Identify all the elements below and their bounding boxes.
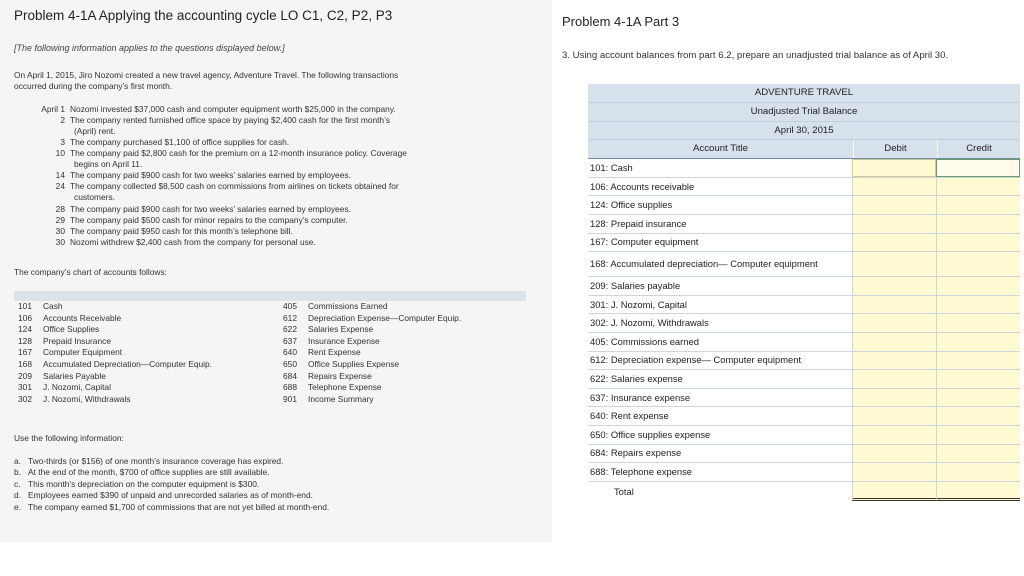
transaction-text: The company paid $950 cash for this month’s telephone bill.	[70, 226, 293, 236]
trial-balance-row	[588, 234, 1020, 253]
transaction-date: 2	[60, 115, 65, 125]
credit-input[interactable]	[936, 314, 1020, 332]
credit-input[interactable]	[936, 178, 1020, 196]
account-name: Computer Equipment	[43, 347, 123, 358]
transaction-text: The company collected $8,500 cash on commissions from airlines on tickets obtained for	[70, 181, 399, 191]
trial-balance-row	[588, 178, 1020, 197]
part-instruction: 3. Using account balances from part 6.2, prepare an unadjusted trial balance as of April 30.	[562, 50, 949, 61]
transaction-date: 28	[55, 204, 65, 214]
account-number: 106	[18, 312, 32, 323]
debit-input[interactable]	[852, 215, 936, 233]
account-title: 612: Depreciation expense— Computer equipment	[590, 354, 802, 366]
account-name: Accumulated Depreciation—Computer Equip.	[43, 359, 212, 369]
transaction-date: 29	[55, 215, 65, 225]
account-number: 167	[18, 347, 32, 358]
account-number: 209	[18, 370, 32, 381]
account-name: Office Supplies Expense	[308, 359, 400, 369]
debit-input[interactable]	[852, 234, 936, 252]
account-number: 101	[18, 301, 32, 311]
account-title: 640: Rent expense	[590, 410, 669, 422]
credit-input[interactable]	[936, 333, 1020, 351]
debit-input[interactable]	[852, 407, 936, 425]
account-title: 167: Computer equipment	[590, 236, 699, 248]
account-entry	[18, 301, 63, 313]
transaction-text: The company rented furnished office space by paying $2,400 cash for the first month’s	[70, 115, 390, 125]
trial-balance-row	[588, 252, 1020, 277]
account-name: Insurance Expense	[308, 335, 380, 346]
credit-input[interactable]	[936, 352, 1020, 370]
account-number: 901	[283, 393, 297, 404]
trial-balance-row	[588, 277, 1020, 296]
credit-input[interactable]	[936, 426, 1020, 444]
transaction-text: The company paid $500 cash for minor repairs to the company’s computer.	[70, 215, 348, 225]
debit-input[interactable]	[852, 252, 936, 276]
credit-input[interactable]	[936, 234, 1020, 252]
transaction-text: begins on April 11.	[74, 159, 143, 169]
account-number: 684	[283, 370, 297, 381]
debit-input[interactable]	[852, 277, 936, 295]
account-name: Office Supplies	[43, 324, 100, 335]
debit-input[interactable]	[852, 314, 936, 332]
trial-balance-row	[588, 333, 1020, 352]
adjustment-text: This month’s depreciation on the computer equipment is $300.	[28, 478, 260, 489]
account-title: 101: Cash	[590, 161, 633, 173]
trial-balance-row	[588, 407, 1020, 426]
transaction-date: 10	[55, 148, 65, 158]
account-title: 301: J. Nozomi, Capital	[590, 298, 687, 310]
report-date: April 30, 2015	[588, 122, 1020, 141]
account-title: 405: Commissions earned	[590, 335, 699, 347]
credit-header: Credit	[937, 140, 1020, 158]
account-entry	[18, 394, 131, 406]
transaction-date: 30	[55, 237, 65, 247]
adjustment-item	[14, 467, 269, 478]
account-entry	[283, 324, 373, 336]
account-entry	[18, 324, 99, 336]
transaction-date: 30	[55, 226, 65, 236]
intro-line: occurred during the company’s first month.	[14, 81, 173, 91]
account-title: 124: Office supplies	[590, 199, 673, 211]
intro-line: On April 1, 2015, Jiro Nozomi created a new travel agency, Adventure Travel. The following transactions	[14, 70, 399, 80]
transaction-date: 14	[55, 170, 65, 180]
account-entry	[283, 336, 380, 348]
transaction-text: The company paid $900 cash for two weeks’ salaries earned by employees.	[70, 204, 351, 214]
transaction-text: Nozomi invested $37,000 cash and computer equipment worth $25,000 in the company.	[70, 104, 396, 114]
transaction-text: The company paid $2,800 cash for the premium on a 12-month insurance policy. Coverage	[70, 148, 407, 158]
adjustment-text: At the end of the month, $700 of office supplies are still available.	[28, 467, 270, 478]
account-name: Salaries Expense	[308, 324, 374, 335]
adjustment-letter: b.	[14, 467, 21, 478]
chart-of-accounts-header-bar	[14, 291, 526, 301]
credit-input[interactable]	[936, 215, 1020, 233]
debit-input[interactable]	[852, 389, 936, 407]
adjustment-item	[14, 490, 313, 501]
account-entry	[18, 359, 212, 371]
credit-input[interactable]	[936, 296, 1020, 314]
account-entry	[18, 347, 122, 359]
account-entry	[283, 313, 461, 325]
account-title: 622: Salaries expense	[590, 372, 683, 384]
trial-balance-row	[588, 426, 1020, 445]
adjustment-text: The company earned $1,700 of commissions that are not yet billed at month-end.	[28, 501, 330, 512]
debit-input[interactable]	[852, 463, 936, 481]
transaction-text: The company purchased $1,100 of office supplies for cash.	[70, 137, 290, 147]
account-name: J. Nozomi, Capital	[43, 382, 111, 393]
adjustment-letter: d.	[14, 490, 21, 501]
account-name: Accounts Receivable	[43, 312, 122, 323]
debit-input[interactable]	[852, 370, 936, 388]
account-entry	[283, 371, 372, 383]
adjustment-letter: c.	[14, 478, 21, 489]
account-title: 302: J. Nozomi, Withdrawals	[590, 317, 709, 329]
adjustment-item	[14, 456, 283, 467]
account-name: Rent Expense	[308, 347, 361, 358]
account-entry	[283, 359, 399, 371]
account-number: 688	[283, 382, 297, 393]
trial-balance-row	[588, 389, 1020, 408]
trial-balance-row	[588, 352, 1020, 371]
adjustment-item	[14, 502, 329, 513]
transaction-date: April 1	[41, 104, 65, 114]
transaction-date: 3	[60, 137, 65, 147]
account-name: Commissions Earned	[308, 301, 388, 311]
trial-balance-row	[588, 463, 1020, 482]
transaction-text: (April) rent.	[74, 126, 116, 136]
trial-balance-table	[588, 84, 1020, 501]
credit-input[interactable]	[936, 196, 1020, 214]
account-name: J. Nozomi, Withdrawals	[43, 393, 131, 404]
account-name: Depreciation Expense—Computer Equip.	[308, 312, 462, 323]
account-number: 612	[283, 312, 297, 323]
account-title-header: Account Title	[693, 143, 748, 155]
credit-input[interactable]	[936, 445, 1020, 463]
problem-title: Problem 4-1A Applying the accounting cycle LO C1, C2, P2, P3	[14, 8, 393, 23]
debit-input[interactable]	[852, 296, 936, 314]
adjustment-letter: a.	[14, 456, 21, 466]
account-number: 128	[18, 335, 32, 346]
account-entry	[18, 371, 106, 383]
credit-input[interactable]	[936, 389, 1020, 407]
account-name: Cash	[43, 301, 63, 311]
account-title: 106: Accounts receivable	[590, 180, 695, 192]
account-name: Repairs Expense	[308, 370, 372, 381]
credit-input[interactable]	[936, 463, 1020, 481]
column-headers	[588, 140, 1020, 159]
adjustment-text: Employees earned $390 of unpaid and unrecorded salaries as of month-end.	[28, 490, 313, 501]
account-number: 640	[283, 347, 297, 358]
trial-balance-rows	[588, 159, 1020, 482]
account-title: 128: Prepaid insurance	[590, 217, 687, 229]
credit-input[interactable]	[936, 370, 1020, 388]
adjustment-item	[14, 479, 259, 490]
debit-input[interactable]	[852, 178, 936, 196]
debit-input[interactable]	[852, 445, 936, 463]
trial-balance-row	[588, 445, 1020, 464]
adjustment-letter: e.	[14, 501, 21, 512]
chart-of-accounts-intro: The company’s chart of accounts follows:	[14, 267, 167, 277]
debit-header: Debit	[853, 140, 937, 158]
credit-input[interactable]	[936, 159, 1020, 177]
credit-input[interactable]	[936, 407, 1020, 425]
trial-balance-row	[588, 159, 1020, 178]
account-entry	[283, 394, 374, 406]
trial-balance-row	[588, 370, 1020, 389]
transaction-text: Nozomi withdrew $2,400 cash from the company for personal use.	[70, 237, 316, 247]
account-number: 124	[18, 324, 32, 335]
info-note: [The following information applies to the questions displayed below.]	[14, 43, 285, 53]
use-info-label: Use the following information:	[14, 433, 124, 443]
account-title: 650: Office supplies expense	[590, 428, 711, 440]
trial-balance-row	[588, 314, 1020, 333]
debit-input[interactable]	[852, 426, 936, 444]
account-number: 637	[283, 335, 297, 346]
account-entry	[283, 347, 361, 359]
transaction-date: 24	[55, 181, 65, 191]
credit-input[interactable]	[936, 252, 1020, 276]
account-number: 302	[18, 393, 32, 404]
trial-balance-row	[588, 215, 1020, 234]
account-entry	[283, 301, 388, 313]
trial-balance-row	[588, 296, 1020, 315]
account-entry	[18, 382, 111, 394]
debit-input[interactable]	[852, 333, 936, 351]
account-number: 622	[283, 324, 297, 335]
account-title: 637: Insurance expense	[590, 391, 691, 403]
account-name: Prepaid Insurance	[43, 335, 111, 346]
account-name: Telephone Expense	[308, 382, 382, 393]
account-title: 168: Accumulated depreciation— Computer equipment	[590, 258, 818, 270]
account-entry	[18, 336, 111, 348]
trial-balance-row	[588, 196, 1020, 215]
report-name: Unadjusted Trial Balance	[588, 103, 1020, 122]
total-label: Total	[614, 485, 634, 497]
account-title: 209: Salaries payable	[590, 279, 681, 291]
debit-input[interactable]	[852, 159, 936, 177]
total-credit-input[interactable]	[936, 482, 1020, 502]
account-number: 650	[283, 359, 297, 369]
transaction-text: customers.	[74, 192, 115, 202]
debit-input[interactable]	[852, 352, 936, 370]
company-name: ADVENTURE TRAVEL	[588, 84, 1020, 103]
account-number: 405	[283, 301, 297, 311]
debit-input[interactable]	[852, 196, 936, 214]
account-number: 168	[18, 359, 32, 369]
account-title: 684: Repairs expense	[590, 447, 682, 459]
account-entry	[283, 382, 382, 394]
part-title: Problem 4-1A Part 3	[562, 14, 680, 29]
problem-intro	[14, 70, 514, 92]
total-row	[588, 482, 1020, 502]
account-entry	[18, 313, 121, 325]
account-name: Income Summary	[308, 393, 374, 404]
account-title: 688: Telephone expense	[590, 465, 692, 477]
account-name: Salaries Payable	[43, 370, 106, 381]
account-number: 301	[18, 382, 32, 393]
adjustment-text: Two-thirds (or $156) of one month’s insurance coverage has expired.	[28, 456, 284, 466]
credit-input[interactable]	[936, 277, 1020, 295]
transaction-text: The company paid $900 cash for two weeks’ salaries earned by employees.	[70, 170, 351, 180]
total-debit-input[interactable]	[852, 482, 936, 502]
